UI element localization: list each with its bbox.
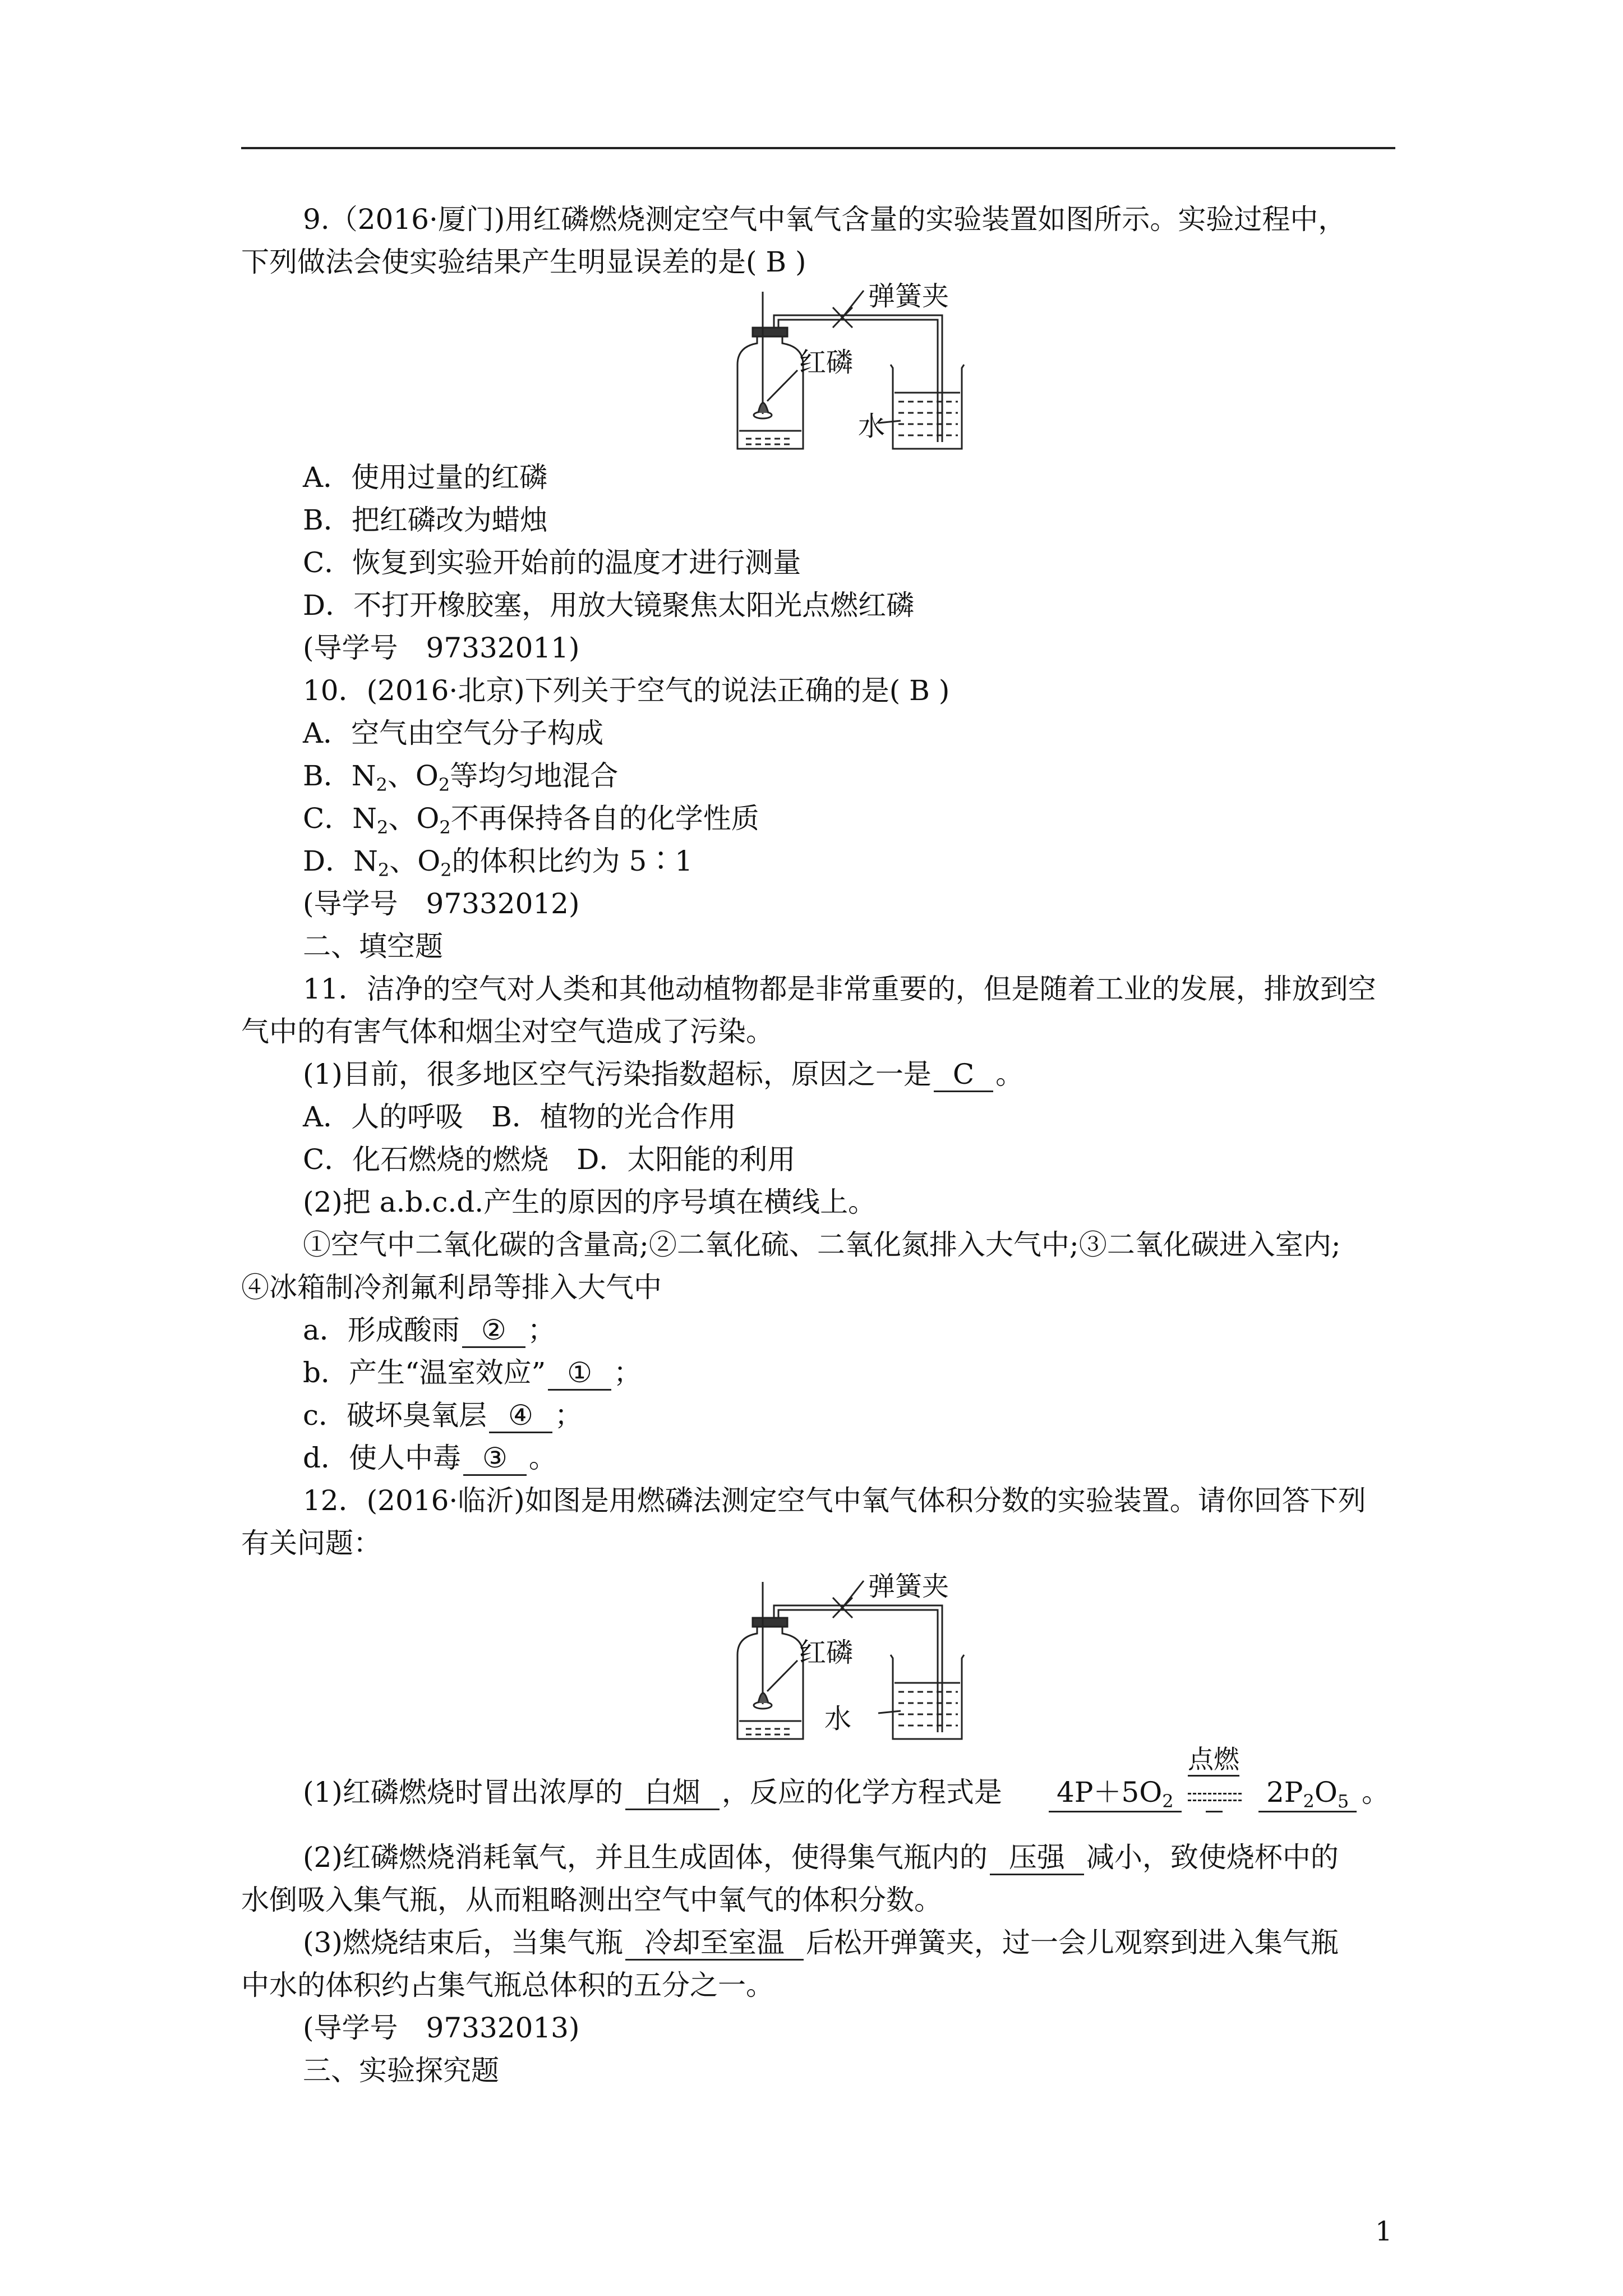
section-heading-fill-blank: 二、填空题 [303, 930, 443, 963]
q11-options-ab: A．人的呼吸 B．植物的光合作用 [303, 1101, 736, 1133]
q12-part2-answer: 压强 [990, 1841, 1084, 1875]
q12-part3-answer: 冷却至室温 [625, 1926, 804, 1961]
q9-guide-number: (导学号 97332011) [303, 632, 580, 664]
q11-part2: (2)把 a.b.c.d.产生的原因的序号填在横线上。 [303, 1186, 877, 1218]
q10-option-d: D．$N_2$、$O_2$的体积比约为 5∶1 [303, 845, 693, 881]
q12-stem-line2: 有关问题： [241, 1527, 381, 1559]
q12-part1-end: 。 [1362, 1776, 1390, 1809]
q11-item-a-answer: ② [462, 1314, 525, 1348]
q11-item-c: c．破坏臭氧层 ④ ； [303, 1397, 583, 1434]
q11-item-b-answer: ① [548, 1356, 611, 1391]
q9-stem-line1: 9.（2016·厦门)用红磷燃烧测定空气中氧气含量的实验装置如图所示。实验过程中， [303, 203, 1347, 236]
q9-stem-line2: 下列做法会使实验结果产生明显误差的是( B ) [241, 246, 806, 278]
q12-label-clip: 弹簧夹 [868, 1571, 949, 1602]
section-heading-experiment: 三、实验探究题 [303, 2054, 499, 2087]
q11-item-d-answer: ③ [463, 1442, 527, 1476]
q9-label-water: 水 [858, 411, 886, 442]
equation-condition: 点燃 [1188, 1743, 1239, 1777]
q12-part2-line2: 水倒吸入集气瓶，从而粗略测出空气中氧气的体积分数。 [241, 1884, 942, 1916]
page-number: 1 [1375, 2216, 1393, 2247]
q11-options-cd: C．化石燃烧的燃烧 D．太阳能的利用 [303, 1143, 796, 1176]
q11-causes-line1: ①空气中二氧化碳的含量高;②二氧化硫、二氧化氮排入大气中;③二氧化碳进入室内; [303, 1228, 1341, 1261]
equation-arrow-line1 [1188, 1793, 1242, 1795]
q12-label-water: 水 [824, 1703, 852, 1734]
q11-item-b: b．产生“温室效应” ① ； [303, 1354, 642, 1391]
q10-option-b: B．$N_2$、$O_2$等均匀地混合 [303, 760, 619, 795]
q9-label-phosphorus: 红磷 [799, 347, 854, 378]
q10-guide-number: (导学号 97332012) [303, 887, 580, 920]
q9-option-b: B．把红磷改为蜡烛 [303, 504, 548, 536]
q11-item-c-answer: ④ [489, 1399, 552, 1433]
q12-part1-answer: 白烟 [625, 1776, 720, 1810]
header-rule [241, 147, 1395, 149]
q11-stem-line1: 11．洁净的空气对人类和其他动植物都是非常重要的，但是随着工业的发展，排放到空 [303, 973, 1376, 1005]
q11-part1: (1)目前，很多地区空气污染指数超标，原因之一是 C 。 [303, 1056, 1023, 1093]
equation-arrow-line2 [1188, 1800, 1242, 1801]
q9-option-a: A．使用过量的红磷 [303, 461, 548, 494]
q9-label-clip: 弹簧夹 [868, 280, 949, 312]
q12-label-phosphorus: 红磷 [799, 1637, 854, 1668]
q12-guide-number: (导学号 97332013) [303, 2012, 580, 2044]
q11-item-d: d．使人中毒 ③ 。 [303, 1439, 557, 1476]
equation-arrow-mark [1206, 1811, 1223, 1812]
q11-stem-line2: 气中的有害气体和烟尘对空气造成了污染。 [241, 1015, 774, 1048]
equation-left-side: $4P+5O_2$ [1049, 1774, 1182, 1812]
equation-right-side: $2P_2O_5$ [1258, 1774, 1357, 1812]
q12-part2-line1: (2)红磷燃烧消耗氧气，并且生成固体，使得集气瓶内的 压强 减小，致使烧杯中的 [303, 1839, 1339, 1876]
q12-part3-line2: 中水的体积约占集气瓶总体积的五分之一。 [241, 1969, 774, 2001]
q11-item-a: a．形成酸雨 ② ； [303, 1312, 556, 1349]
q11-causes-line2: ④冰箱制冷剂氟利昂等排入大气中 [241, 1271, 662, 1304]
q12-part1: (1)红磷燃烧时冒出浓厚的 白烟 ，反应的化学方程式是 [303, 1774, 1002, 1811]
q12-stem-line1: 12．(2016·临沂)如图是用燃磷法测定空气中氧气体积分数的实验装置。请你回答下列 [303, 1484, 1366, 1517]
q9-option-c: C．恢复到实验开始前的温度才进行测量 [303, 546, 801, 579]
q10-stem: 10．(2016·北京)下列关于空气的说法正确的是( B ) [303, 674, 950, 707]
q10-option-a: A．空气由空气分子构成 [303, 717, 604, 749]
q11-part1-answer: C [934, 1058, 993, 1092]
q9-option-d: D．不打开橡胶塞，用放大镜聚焦太阳光点燃红磷 [303, 589, 915, 622]
q10-option-c: C．$N_2$、$O_2$不再保持各自的化学性质 [303, 802, 759, 838]
q12-part3-line1: (3)燃烧结束后，当集气瓶 冷却至室温 后松开弹簧夹，过一会儿观察到进入集气瓶 [303, 1924, 1339, 1961]
